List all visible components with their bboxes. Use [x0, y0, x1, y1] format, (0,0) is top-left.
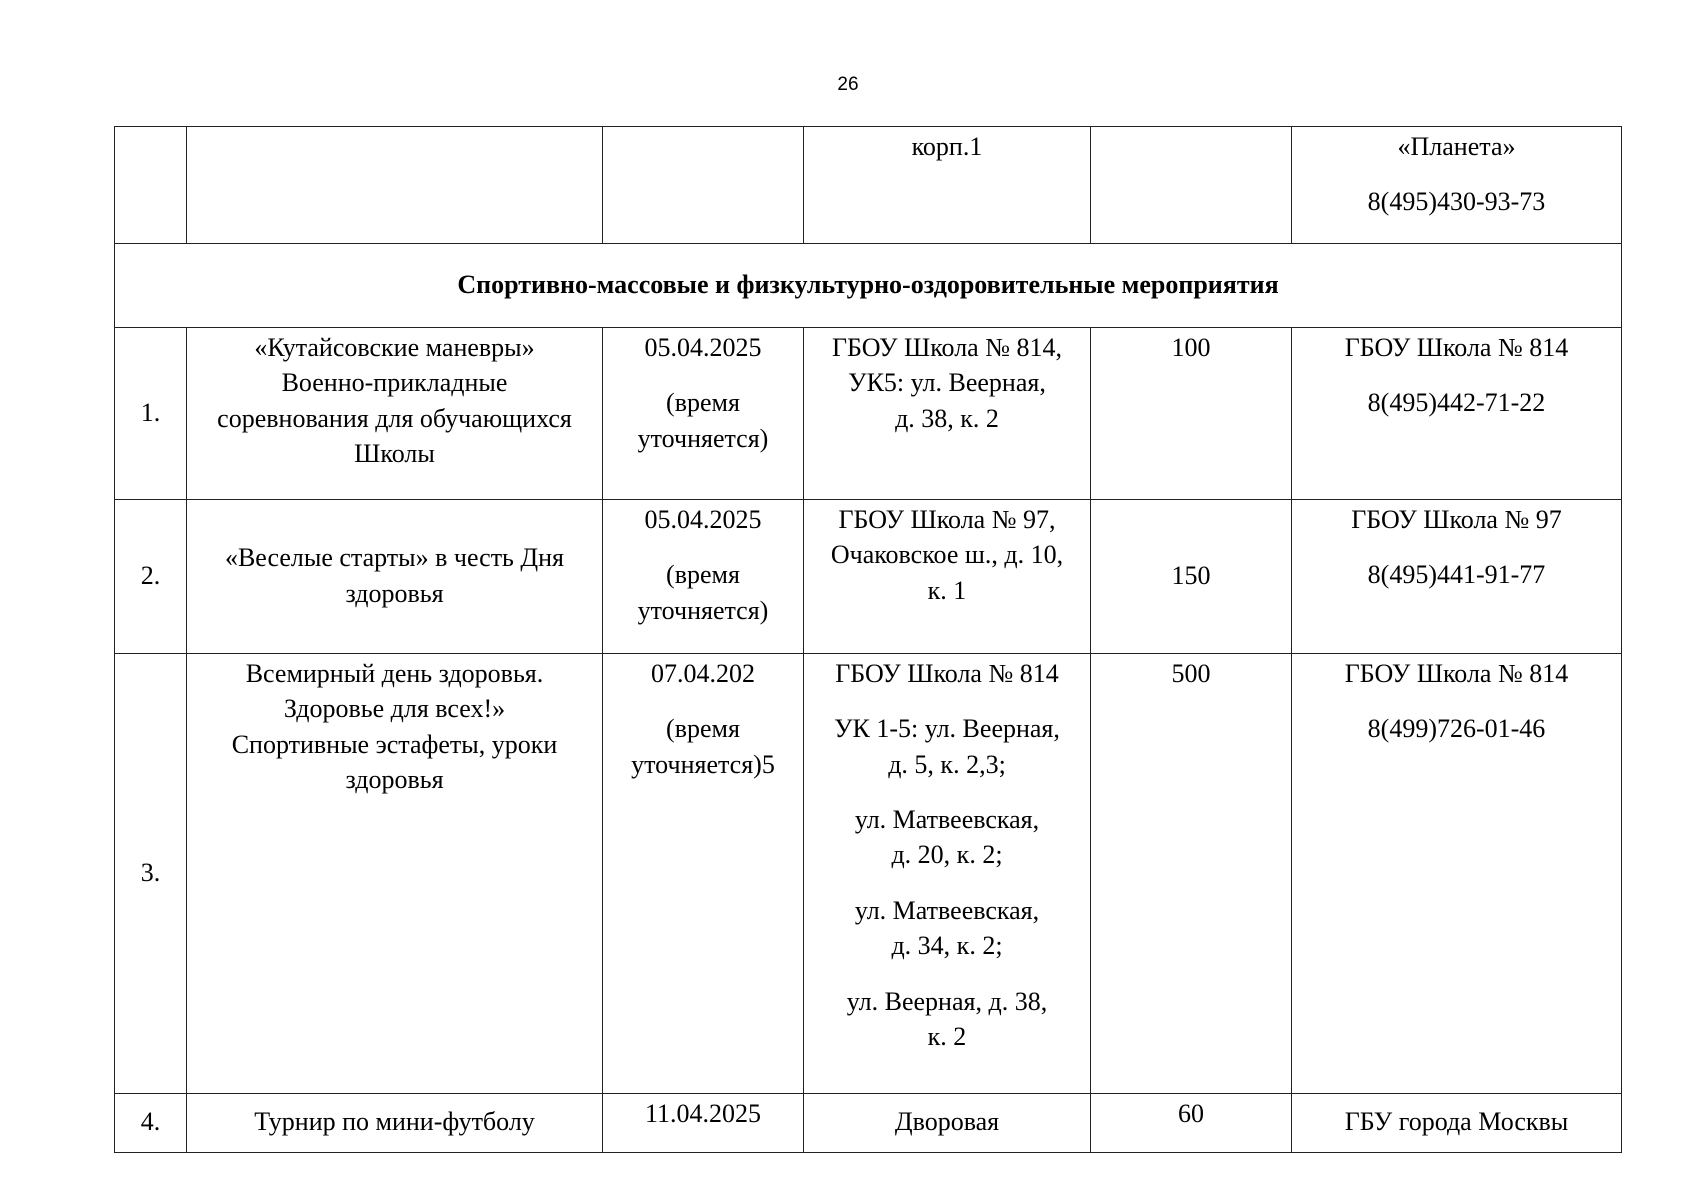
address-line: УК5: ул. Веерная, [848, 368, 1046, 398]
address-line: д. 38, к. 2 [895, 403, 999, 433]
cell-date [603, 127, 804, 244]
row-number: 3. [115, 654, 187, 1094]
address-line: ул. Матвеевская, [854, 895, 1040, 925]
cell-event [187, 500, 603, 654]
cell-event: Турнир по мини-футболу [187, 1094, 603, 1153]
cell-num [115, 127, 187, 244]
cell-address: Дворовая [804, 1094, 1091, 1153]
organizer-name: ГБОУ Школа № 814 [1344, 659, 1569, 688]
event-date: 05.04.2025 [644, 505, 762, 534]
event-time [609, 557, 797, 628]
table-row [115, 500, 1622, 654]
address-block [810, 893, 1084, 964]
organizer-phone: 8(495)442-71-22 [1367, 388, 1546, 418]
time-line: (время [666, 560, 740, 590]
cell-event [187, 127, 603, 244]
cell-organizer [1292, 654, 1622, 1094]
cell-event [187, 654, 603, 1094]
cell-participants: 60 [1091, 1094, 1292, 1153]
page-number: 26 [837, 74, 859, 95]
table-row [115, 1094, 1622, 1153]
cell-participants: 500 [1091, 654, 1292, 1094]
row-number: 2. [115, 500, 187, 654]
organizer-phone: 8(495)430-93-73 [1367, 187, 1546, 217]
cell-date [603, 654, 804, 1094]
cell-participants: 100 [1091, 328, 1292, 500]
address-line: ул. Матвеевская, [854, 805, 1040, 835]
address-line: УК 1-5: ул. Веерная, [834, 714, 1060, 744]
address-line: ул. Веерная, д. 38, [846, 986, 1048, 1016]
address-line: Очаковское ш., д. 10, [830, 540, 1064, 570]
address-line: д. 5, к. 2,3; [888, 749, 1006, 779]
cell-date [603, 500, 804, 654]
event-line: Военно-прикладные [281, 368, 508, 398]
event-line: соревнования для обучающихся [217, 403, 572, 433]
address-line: д. 20, к. 2; [891, 840, 1003, 870]
cell-organizer [1292, 500, 1622, 654]
events-table [114, 126, 1622, 1153]
address-line: ГБОУ Школа № 814, [831, 333, 1063, 362]
event-line: Спортивные эстафеты, уроки [231, 729, 558, 759]
table-row [115, 654, 1622, 1094]
cell-address [804, 654, 1091, 1094]
event-line: «Веселые старты» в честь Дня [224, 543, 565, 573]
time-line: (время [666, 714, 740, 744]
address-line: к. 2 [927, 1021, 967, 1051]
event-line: здоровья [345, 578, 444, 608]
organizer-phone: 8(499)726-01-46 [1367, 714, 1546, 744]
event-date: 05.04.2025 [644, 333, 762, 362]
event-line: «Кутайсовские маневры» [254, 333, 535, 362]
organizer-name: «Планета» [1397, 132, 1516, 161]
time-line: (время [666, 388, 740, 418]
address-line: корп.1 [911, 132, 983, 161]
address-line: ГБОУ Школа № 814 [835, 659, 1059, 688]
organizer-name: ГБОУ Школа № 97 [1351, 505, 1562, 534]
cell-address [804, 500, 1091, 654]
event-line: Здоровье для всех!» [283, 694, 506, 724]
table-row [115, 328, 1622, 500]
time-line: уточняется)5 [631, 749, 775, 779]
cell-organizer [1292, 328, 1622, 500]
event-line: Всемирный день здоровья. [245, 659, 544, 688]
event-line: здоровья [345, 765, 444, 795]
event-date: 07.04.202 [651, 659, 755, 688]
cell-organizer: ГБУ города Москвы [1292, 1094, 1622, 1153]
cell-date: 11.04.2025 [603, 1094, 804, 1153]
cell-address [804, 127, 1091, 244]
address-block [810, 711, 1084, 782]
organizer-name: ГБОУ Школа № 814 [1344, 333, 1569, 362]
cell-participants [1091, 127, 1292, 244]
address-line: ГБОУ Школа № 97, [838, 505, 1056, 534]
event-line: Школы [354, 439, 435, 469]
time-line: уточняется) [637, 423, 769, 453]
row-number: 4. [115, 1094, 187, 1153]
address-line: д. 34, к. 2; [891, 931, 1003, 961]
row-number: 1. [115, 328, 187, 500]
event-time [609, 711, 797, 782]
cell-address [804, 328, 1091, 500]
cell-participants: 150 [1091, 500, 1292, 654]
event-time [609, 385, 797, 456]
cell-organizer [1292, 127, 1622, 244]
address-block [810, 802, 1084, 873]
address-block [810, 656, 1084, 691]
table-row [115, 127, 1622, 244]
organizer-phone: 8(495)441-91-77 [1367, 560, 1546, 590]
address-line: к. 1 [927, 575, 967, 605]
address-block [810, 984, 1084, 1055]
section-header-row [115, 244, 1622, 328]
cell-event [187, 328, 603, 500]
cell-date [603, 328, 804, 500]
time-line: уточняется) [637, 595, 769, 625]
section-title: Спортивно-массовые и физкультурно-оздоровительные мероприятия [115, 244, 1622, 328]
